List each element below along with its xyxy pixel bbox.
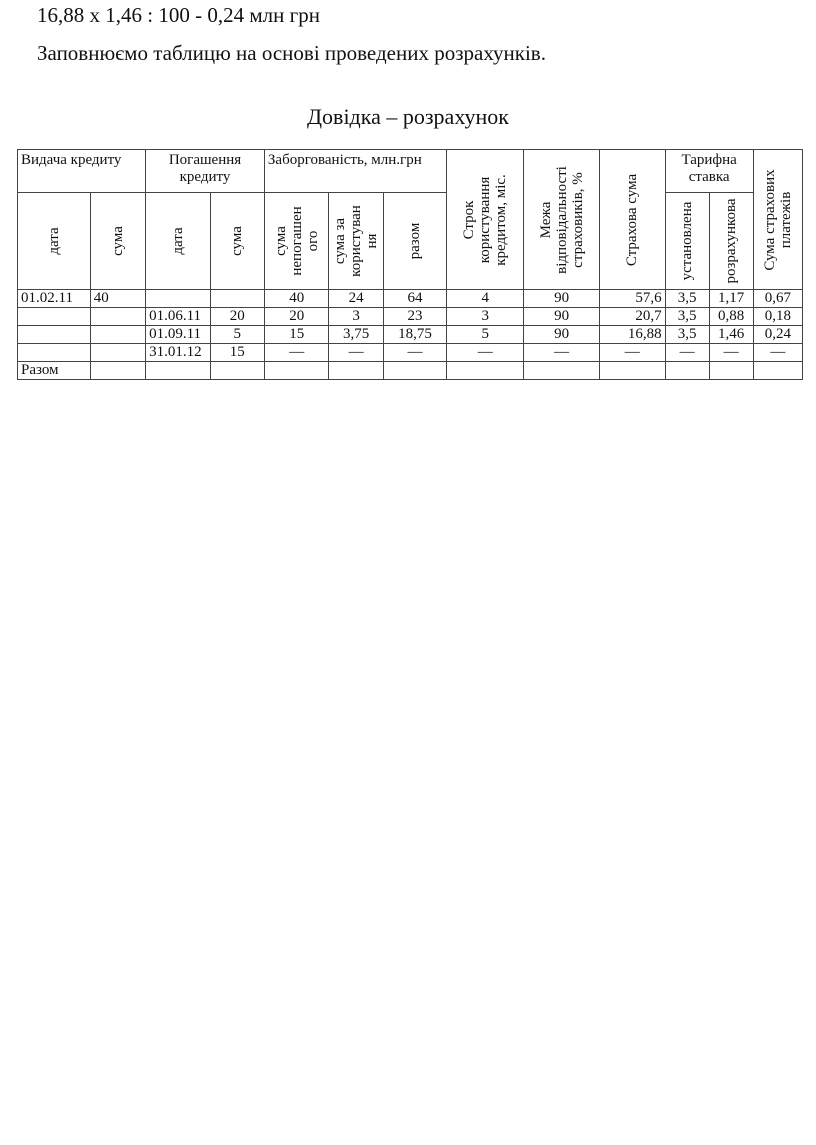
header-insurance-payments: Сума страхових платежів bbox=[753, 150, 802, 290]
cell-insurance-payment: 0,67 bbox=[753, 290, 802, 308]
cell-insured-sum: — bbox=[600, 344, 666, 362]
cell-issue-sum bbox=[90, 344, 145, 362]
subheader-tariff-established: установлена bbox=[665, 193, 709, 290]
header-credit-issue: Видача кредиту bbox=[18, 150, 146, 193]
cell-tariff-calculated: 1,46 bbox=[709, 326, 753, 344]
cell-empty bbox=[146, 362, 211, 380]
cell-repayment-date bbox=[146, 290, 211, 308]
cell-issue-date: 01.02.11 bbox=[18, 290, 91, 308]
cell-issue-date bbox=[18, 344, 91, 362]
subheader-issue-date: дата bbox=[18, 193, 91, 290]
cell-empty bbox=[709, 362, 753, 380]
cell-issue-sum bbox=[90, 308, 145, 326]
table-title: Довідка – розрахунок bbox=[307, 104, 509, 129]
cell-repayment-sum: 15 bbox=[210, 344, 264, 362]
cell-empty bbox=[90, 362, 145, 380]
cell-empty bbox=[329, 362, 383, 380]
cell-insured-sum: 16,88 bbox=[600, 326, 666, 344]
cell-insurance-payment: 0,24 bbox=[753, 326, 802, 344]
cell-term: — bbox=[447, 344, 524, 362]
cell-term: 4 bbox=[447, 290, 524, 308]
cell-unpaid-sum: 15 bbox=[264, 326, 329, 344]
cell-insured-sum: 57,6 bbox=[600, 290, 666, 308]
intro-paragraph: Заповнюємо таблицю на основі проведених розрахунків. bbox=[37, 41, 546, 65]
table-total-row bbox=[18, 362, 803, 380]
cell-issue-sum: 40 bbox=[90, 290, 145, 308]
calculation-table bbox=[17, 149, 803, 380]
header-liability-limit: Межа відповідальності страховиків, % bbox=[524, 150, 600, 290]
cell-liability-limit: 90 bbox=[524, 326, 600, 344]
cell-usage-sum: 3,75 bbox=[329, 326, 383, 344]
subheader-debt-total: разом bbox=[383, 193, 447, 290]
subheader-repayment-date: дата bbox=[146, 193, 211, 290]
cell-unpaid-sum: 20 bbox=[264, 308, 329, 326]
cell-repayment-sum: 5 bbox=[210, 326, 264, 344]
cell-usage-sum: 3 bbox=[329, 308, 383, 326]
cell-term: 5 bbox=[447, 326, 524, 344]
formula-line: 16,88 х 1,46 : 100 - 0,24 млн грн bbox=[37, 3, 320, 27]
cell-empty bbox=[524, 362, 600, 380]
cell-empty bbox=[383, 362, 447, 380]
header-term: Строк користування кредитом, міс. bbox=[447, 150, 524, 290]
cell-tariff-established: 3,5 bbox=[665, 290, 709, 308]
cell-liability-limit: — bbox=[524, 344, 600, 362]
cell-issue-sum bbox=[90, 326, 145, 344]
cell-tariff-calculated: 1,17 bbox=[709, 290, 753, 308]
cell-unpaid-sum: 40 bbox=[264, 290, 329, 308]
table-row bbox=[18, 344, 803, 362]
cell-insured-sum: 20,7 bbox=[600, 308, 666, 326]
cell-empty bbox=[665, 362, 709, 380]
cell-tariff-calculated: 0,88 bbox=[709, 308, 753, 326]
cell-repayment-date: 01.06.11 bbox=[146, 308, 211, 326]
cell-tariff-established: — bbox=[665, 344, 709, 362]
cell-insurance-payment: — bbox=[753, 344, 802, 362]
cell-total-label: Разом bbox=[18, 362, 91, 380]
cell-issue-date bbox=[18, 326, 91, 344]
cell-debt-total: 18,75 bbox=[383, 326, 447, 344]
subheader-usage-sum: сума за користуван ня bbox=[329, 193, 383, 290]
cell-repayment-date: 31.01.12 bbox=[146, 344, 211, 362]
cell-tariff-calculated: — bbox=[709, 344, 753, 362]
header-insured-sum: Страхова сума bbox=[600, 150, 666, 290]
cell-tariff-established: 3,5 bbox=[665, 326, 709, 344]
cell-unpaid-sum: — bbox=[264, 344, 329, 362]
cell-term: 3 bbox=[447, 308, 524, 326]
cell-empty bbox=[447, 362, 524, 380]
cell-issue-date bbox=[18, 308, 91, 326]
header-debt: Заборгованість, млн.грн bbox=[264, 150, 446, 193]
subheader-repayment-sum: сума bbox=[210, 193, 264, 290]
table-row bbox=[18, 290, 803, 308]
cell-empty bbox=[753, 362, 802, 380]
cell-repayment-date: 01.09.11 bbox=[146, 326, 211, 344]
cell-repayment-sum bbox=[210, 290, 264, 308]
header-repayment: Погашення кредиту bbox=[146, 150, 265, 193]
cell-empty bbox=[210, 362, 264, 380]
header-tariff-rate: Тарифна ставка bbox=[665, 150, 753, 193]
cell-usage-sum: — bbox=[329, 344, 383, 362]
cell-empty bbox=[600, 362, 666, 380]
cell-usage-sum: 24 bbox=[329, 290, 383, 308]
cell-tariff-established: 3,5 bbox=[665, 308, 709, 326]
cell-debt-total: 64 bbox=[383, 290, 447, 308]
cell-insurance-payment: 0,18 bbox=[753, 308, 802, 326]
table-row bbox=[18, 326, 803, 344]
cell-liability-limit: 90 bbox=[524, 290, 600, 308]
cell-debt-total: — bbox=[383, 344, 447, 362]
cell-debt-total: 23 bbox=[383, 308, 447, 326]
subheader-unpaid-sum: сума непогашен ого bbox=[264, 193, 329, 290]
subheader-issue-sum: сума bbox=[90, 193, 145, 290]
cell-empty bbox=[264, 362, 329, 380]
subheader-tariff-calculated: розрахункова bbox=[709, 193, 753, 290]
cell-repayment-sum: 20 bbox=[210, 308, 264, 326]
table-row bbox=[18, 308, 803, 326]
cell-liability-limit: 90 bbox=[524, 308, 600, 326]
